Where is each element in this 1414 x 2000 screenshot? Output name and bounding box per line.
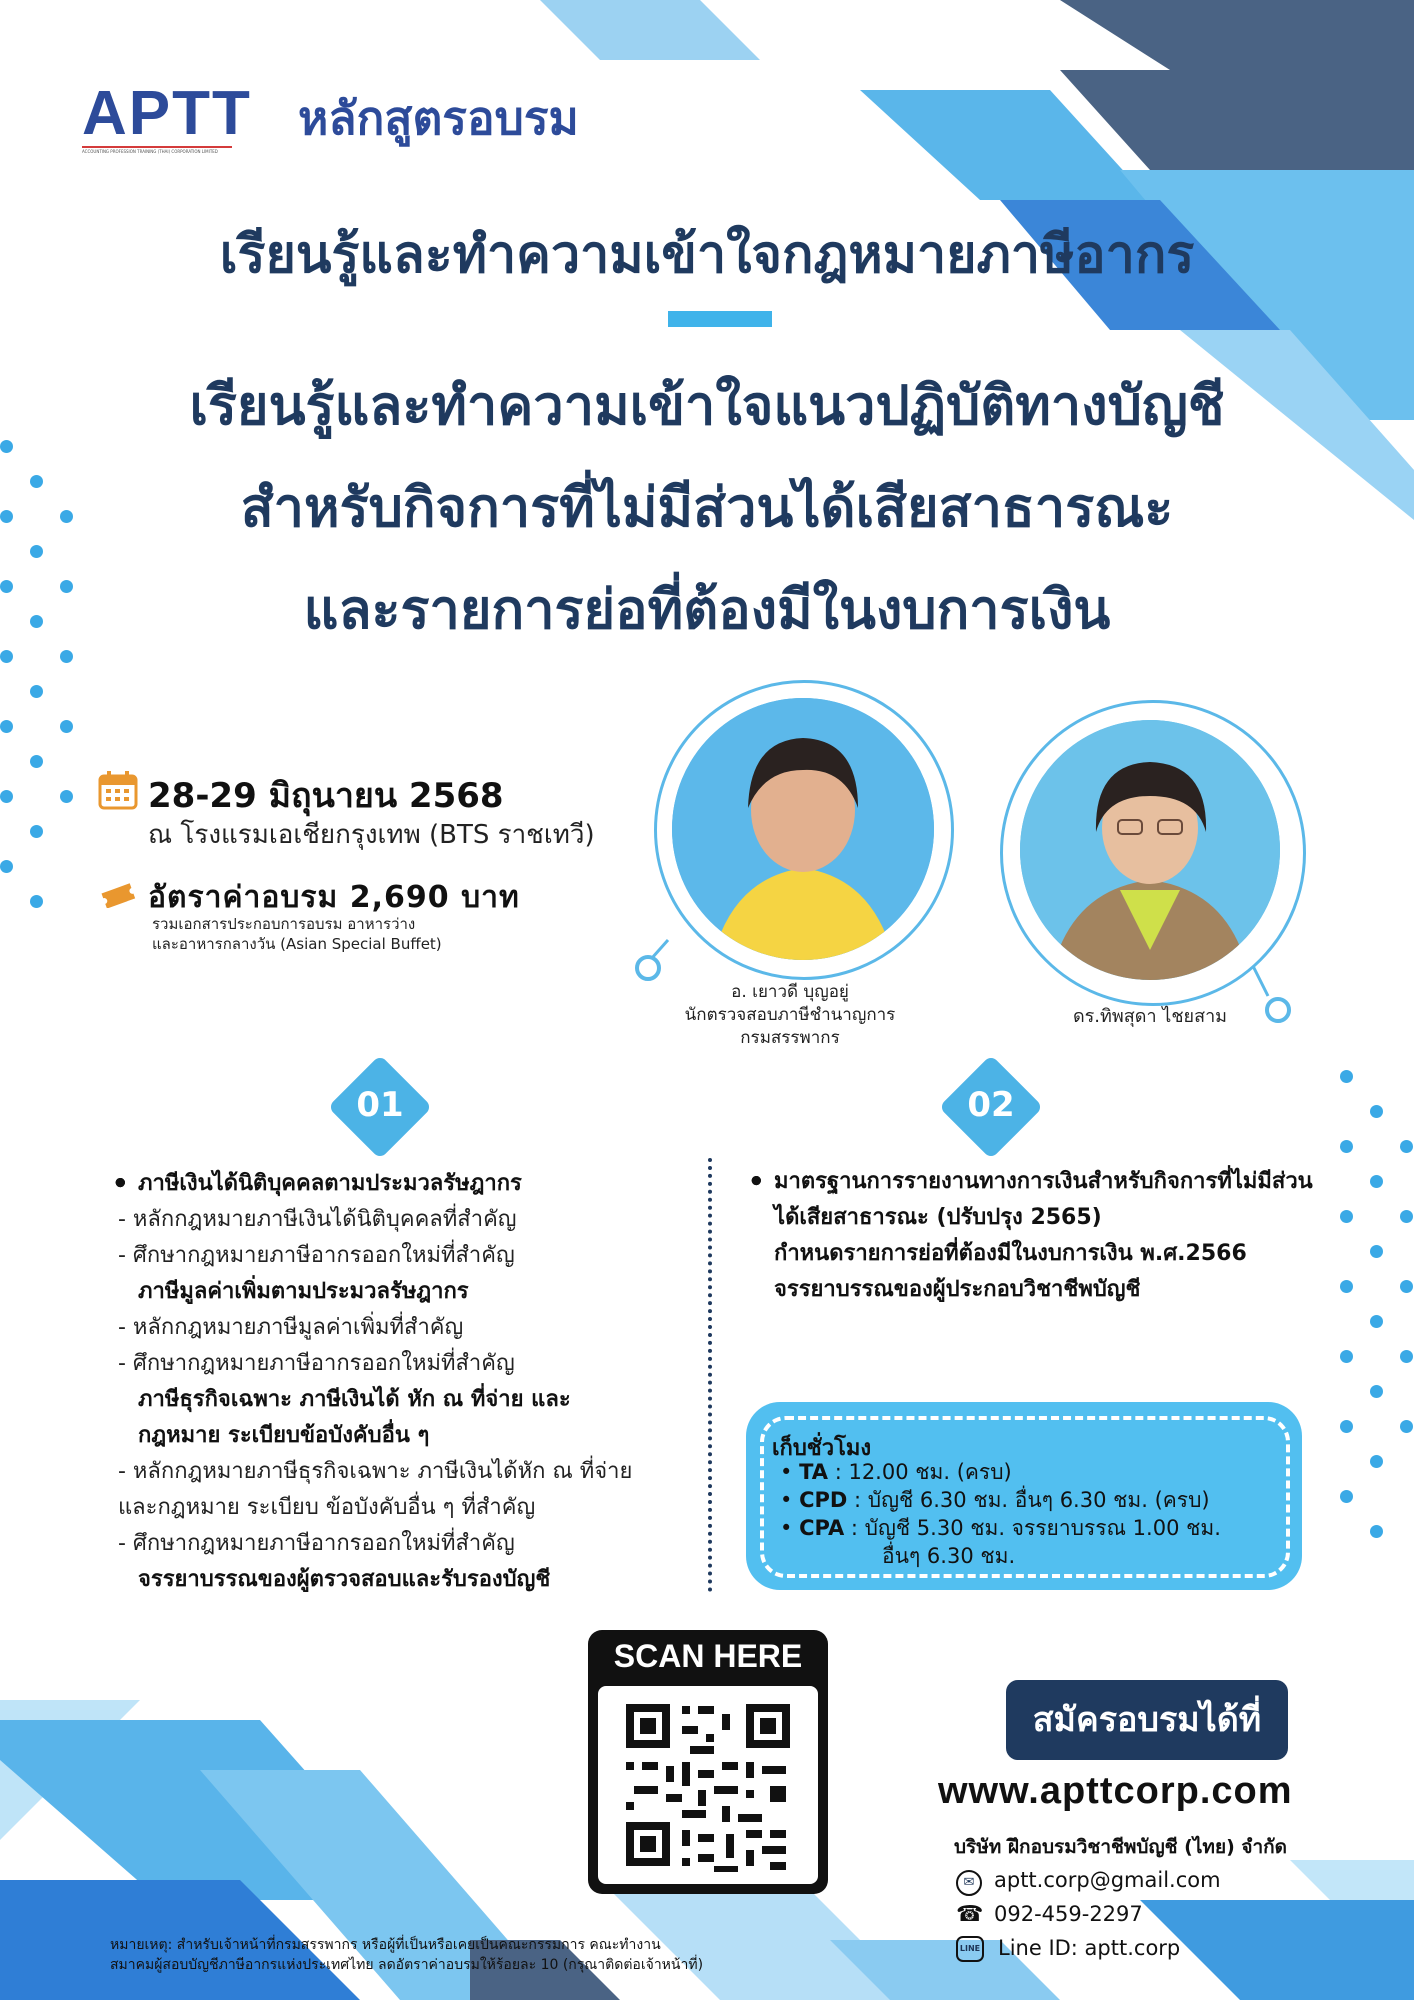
column-divider	[708, 1158, 712, 1592]
speaker-1-org: กรมสรรพากร	[740, 1028, 840, 1048]
s1-sub: - หลักกฎหมายภาษีธุรกิจเฉพาะ ภาษีเงินได้หัก ณ ที่จ่าย และกฎหมาย ระเบียบ ข้อบังคับอื่น ๆ ที่สำคัญ	[118, 1459, 633, 1520]
email-icon: ✉	[956, 1870, 982, 1896]
s1-sub: - หลักกฎหมายภาษีเงินได้นิติบุคคลที่สำคัญ	[118, 1207, 517, 1232]
event-date: 28-29 มิถุนายน 2568	[148, 776, 504, 816]
hours-cpa: • CPA : บัญชี 5.30 ชม. จรรยาบรรณ 1.00 ชม.	[780, 1516, 1221, 1540]
speaker-2-photo	[1020, 720, 1280, 980]
s1-bullet-cit: • ภาษีเงินได้นิติบุคคลตามประมวลรัษฎากร	[104, 1166, 664, 1202]
title-accounting-1: เรียนรู้และทำความเข้าใจแนวปฏิบัติทางบัญชี	[189, 374, 1225, 437]
title-tax-law: เรียนรู้และทำความเข้าใจกฎหมายภาษีอากร	[219, 225, 1195, 285]
qr-label: SCAN HERE	[613, 1638, 803, 1674]
credit-hours-panel	[746, 1402, 1302, 1590]
s1-sub: - ศึกษากฎหมายภาษีอากรออกใหม่ที่สำคัญ	[118, 1531, 515, 1556]
s2-bullet-ethics: • จรรยาบรรณของผู้ประกอบวิชาชีพบัญชี	[740, 1272, 1340, 1308]
hours-cpd: • CPD : บัญชี 6.30 ชม. อื่นๆ 6.30 ชม. (ครบ)	[780, 1488, 1210, 1512]
speaker-2-name: ดร.ทิพสุดา ไชยสาม	[1072, 1006, 1228, 1027]
s1-sub: - ศึกษากฎหมายภาษีอากรออกใหม่ที่สำคัญ	[118, 1351, 515, 1376]
section-1-number: 01	[356, 1085, 404, 1125]
qr-card[interactable]	[588, 1630, 828, 1894]
hours-ta: • TA : 12.00 ชม. (ครบ)	[780, 1460, 1012, 1484]
title-accounting-3: และรายการย่อที่ต้องมีในงบการเงิน	[303, 578, 1111, 641]
fee-note-2: และอาหารกลางวัน (Asian Special Buffet)	[152, 935, 442, 953]
course-label: หลักสูตรอบรม	[298, 91, 579, 145]
speaker-1-role: นักตรวจสอบภาษีชำนาญการ	[684, 1005, 896, 1025]
qr-code	[598, 1686, 818, 1884]
speaker-1-photo	[672, 698, 934, 960]
hours-cpa-other: อื่นๆ 6.30 ชม.	[882, 1544, 1016, 1568]
company-name: บริษัท ฝึกอบรมวิชาชีพบัญชี (ไทย) จำกัด	[954, 1836, 1288, 1858]
s2-bullet-nfrs: • มาตรฐานการรายงานทางการเงินสำหรับกิจการที่ไม่มีส่วนได้เสียสาธารณะ (ปรับปรุง 2565)	[740, 1164, 1314, 1236]
s1-bullet-sbt: • ภาษีธุรกิจเฉพาะ ภาษีเงินได้ หัก ณ ที่จ่าย และ กฎหมาย ระเบียบข้อบังคับอื่น ๆ	[104, 1382, 658, 1454]
phone-number[interactable]: 092-459-2297	[994, 1902, 1143, 1926]
section-2-list	[740, 1164, 1340, 1308]
logo-tagline: ACCOUNTING PROFESSION TRAINING (THAI) CORPORATION LIMITED	[82, 146, 232, 154]
s1-bullet-vat: • ภาษีมูลค่าเพิ่มตามประมวลรัษฎากร	[104, 1274, 664, 1310]
speaker-1-name: อ. เยาวดี บุญอยู่	[731, 982, 849, 1002]
line-icon: LINE	[956, 1936, 984, 1962]
s1-sub: - หลักกฎหมายภาษีมูลค่าเพิ่มที่สำคัญ	[118, 1315, 464, 1340]
website-link[interactable]: www.apttcorp.com	[938, 1770, 1293, 1812]
event-venue: ณ โรงแรมเอเชียกรุงเทพ (BTS ราชเทวี)	[148, 820, 595, 850]
section-2-number: 02	[967, 1085, 1015, 1125]
fee-note-1: รวมเอกสารประกอบการอบรม อาหารว่าง	[152, 915, 416, 933]
email-link[interactable]: aptt.corp@gmail.com	[994, 1868, 1221, 1892]
title-accounting-2: สำหรับกิจการที่ไม่มีส่วนได้เสียสาธารณะ	[240, 476, 1174, 539]
footnote-1: หมายเหตุ: สำหรับเจ้าหน้าที่กรมสรรพากร หรือผู้ที่เป็นหรือเคยเป็นคณะกรรมการ คณะทำงาน	[110, 1937, 661, 1953]
s2-bullet-format: • กำหนดรายการย่อที่ต้องมีในงบการเงิน พ.ศ.2566	[740, 1236, 1340, 1272]
event-fee: อัตราค่าอบรม 2,690 บาท	[148, 880, 520, 915]
logo-text: APTT	[82, 79, 252, 148]
line-id[interactable]: Line ID: aptt.corp	[998, 1936, 1181, 1960]
s1-bullet-ethics: • จรรยาบรรณของผู้ตรวจสอบและรับรองบัญชี	[104, 1562, 664, 1598]
section-1-list	[104, 1166, 664, 1598]
phone-icon: ☎	[956, 1902, 984, 1927]
hours-title: เก็บชั่วโมง	[772, 1436, 872, 1461]
register-button[interactable]: สมัครอบรมได้ที่	[1006, 1680, 1288, 1760]
footnote-2: สมาคมผู้สอบบัญชีภาษีอากรแห่งประเทศไทย ลดอัตราค่าอบรมให้ร้อยละ 10 (กรุณาติดต่อเจ้าหน้าที่)	[110, 1957, 704, 1973]
s1-sub: - ศึกษากฎหมายภาษีอากรออกใหม่ที่สำคัญ	[118, 1243, 515, 1268]
